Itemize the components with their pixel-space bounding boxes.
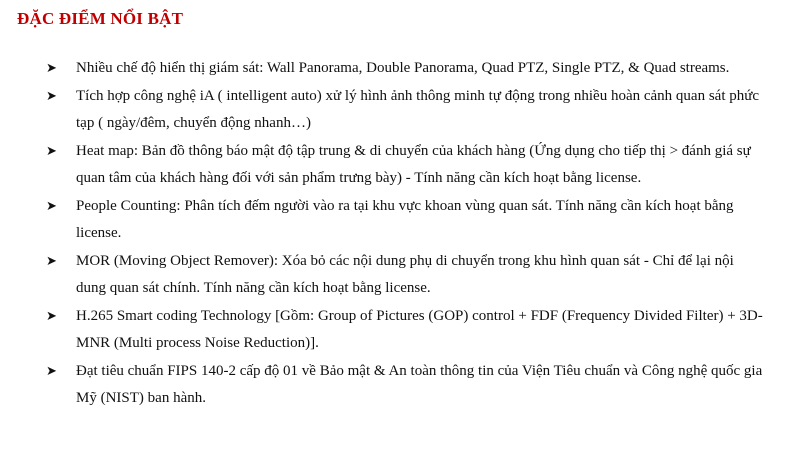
feature-item-3 xyxy=(46,138,766,193)
arrowhead-bullet-icon: ➤ xyxy=(46,198,57,214)
feature-item-7 xyxy=(46,358,766,413)
arrowhead-bullet-icon: ➤ xyxy=(46,61,57,76)
feature-text: Heat map: Bản đồ thông báo mật độ tập trung & di chuyển của khách hàng (Ứng dụng cho tiếp thị > đánh giá sự quan tâm của khách hàng đối với sản phẩm trưng bày) - Tính năng cần kích hoạt bằng license. xyxy=(76,142,751,186)
feature-item-4 xyxy=(46,193,766,248)
feature-item-1 xyxy=(46,55,766,83)
feature-text: H.265 Smart coding Technology [Gồm: Group of Pictures (GOP) control + FDF (Frequency Divided Filter) + 3D-MNR (Multi process Noise Reduction)]. xyxy=(76,307,763,351)
arrowhead-bullet-icon: ➤ xyxy=(46,363,57,379)
section-heading: ĐẶC ĐIỂM NỔI BẬT xyxy=(17,9,184,28)
feature-item-6 xyxy=(46,303,766,358)
arrowhead-bullet-icon: ➤ xyxy=(46,308,57,324)
feature-item-5 xyxy=(46,248,766,303)
arrowhead-bullet-icon: ➤ xyxy=(46,143,57,159)
arrowhead-bullet-icon: ➤ xyxy=(46,88,57,104)
feature-text: MOR (Moving Object Remover): Xóa bỏ các nội dung phụ di chuyển trong khu hình quan sát - Chỉ để lại nội dung quan sát chính. Tính năng cần kích hoạt bằng license. xyxy=(76,252,734,296)
feature-item-2 xyxy=(46,83,766,138)
feature-text: Tích hợp công nghệ iA ( intelligent auto) xử lý hình ảnh thông minh tự động trong nhiều hoàn cảnh quan sát phức tạp ( ngày/đêm, chuyển động nhanh…) xyxy=(76,87,760,131)
feature-text: People Counting: Phân tích đếm người vào ra tại khu vực khoan vùng quan sát. Tính năng cần kích hoạt bằng license. xyxy=(76,197,734,241)
feature-text: Nhiều chế độ hiển thị giám sát: Wall Panorama, Double Panorama, Quad PTZ, Single PTZ, & Quad streams. xyxy=(76,60,730,76)
arrowhead-bullet-icon: ➤ xyxy=(46,253,57,269)
feature-text: Đạt tiêu chuẩn FIPS 140-2 cấp độ 01 về Bảo mật & An toàn thông tin của Viện Tiêu chuẩn và Công nghệ quốc gia Mỹ (NIST) ban hành. xyxy=(76,362,763,406)
feature-list xyxy=(46,55,766,413)
